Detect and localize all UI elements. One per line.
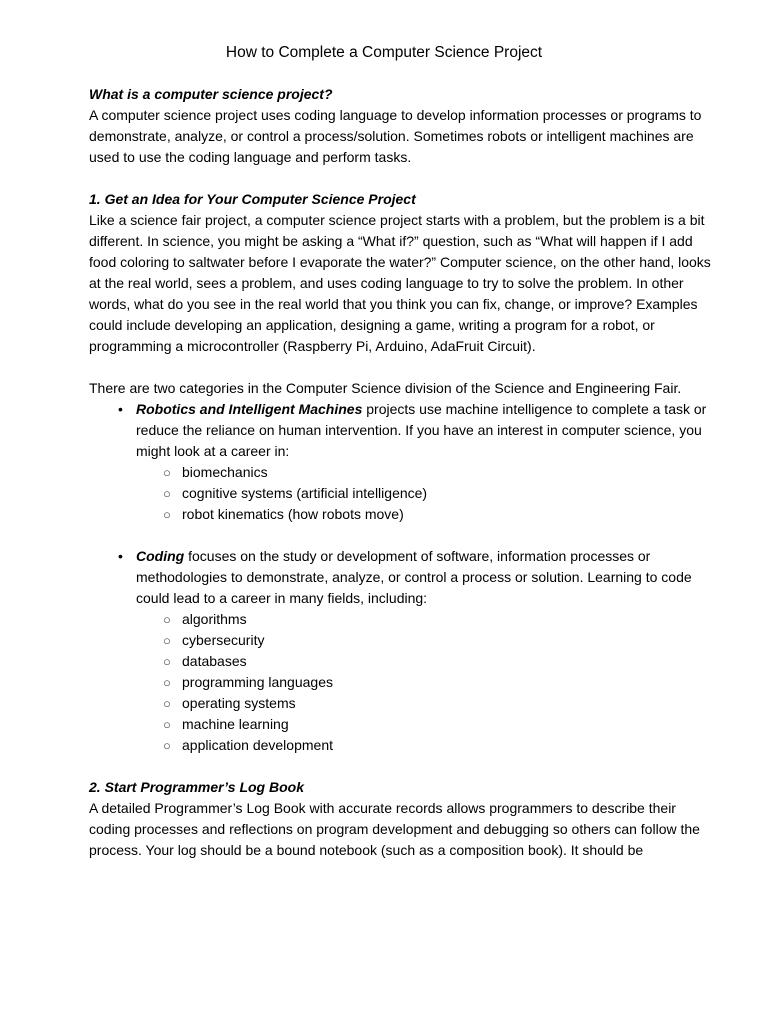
list-item: [89, 672, 722, 693]
list-item: [89, 630, 722, 651]
spacer: [89, 525, 720, 546]
spacer: [89, 168, 720, 189]
bullet-circle-icon: ○: [163, 486, 171, 501]
bullet-circle-icon: ○: [163, 465, 171, 480]
bullet-item-coding: [89, 546, 721, 609]
bullet-item-robotics: [89, 399, 721, 462]
spacer: [89, 756, 720, 777]
list-item: [89, 399, 720, 525]
bullet-circle-icon: ○: [163, 612, 171, 627]
sub-item-label: programming languages: [182, 674, 333, 690]
bullet-circle-icon: ○: [163, 654, 171, 669]
bullet-body-text: focuses on the study or development of software, information processes or methodologies to demonstrate, analyze, or control a process or solution. Learning to code could lead to a career in many fields, including:: [136, 548, 692, 606]
sub-item-label: biomechanics: [182, 464, 268, 480]
bullet-lead-label: Coding: [136, 548, 185, 564]
sub-item-label: algorithms: [182, 611, 247, 627]
bullet-circle-icon: ○: [163, 507, 171, 522]
list-item: [89, 504, 722, 525]
section-heading-step2: 2. Start Programmer’s Log Book: [89, 779, 304, 795]
list-item: [89, 462, 722, 483]
list-item: [89, 609, 722, 630]
bullet-lead-label: Robotics and Intelligent Machines: [136, 401, 363, 417]
list-item: [89, 735, 722, 756]
section-body-intro: A computer science project uses coding language to develop information processes or programs to demonstrate, analyze, or control a process/solution. Sometimes robots or intelligent machines are used to use the coding language and perform tasks.: [89, 107, 702, 165]
bullet-body-text: projects use machine intelligence to complete a task or reduce the reliance on human intervention. If you have an interest in computer science, you might look at a career in:: [136, 401, 707, 459]
spacer: [89, 63, 720, 84]
sub-item-label: cybersecurity: [182, 632, 265, 648]
spacer: [89, 357, 720, 378]
sub-item-label: robot kinematics (how robots move): [182, 506, 404, 522]
bullet-circle-icon: ○: [163, 675, 171, 690]
sub-item-label: machine learning: [182, 716, 289, 732]
bullet-disc-icon: •: [118, 401, 123, 417]
bullet-circle-icon: ○: [163, 738, 171, 753]
list-item: [89, 483, 722, 504]
section-heading-intro: What is a computer science project?: [89, 86, 333, 102]
sub-item-label: cognitive systems (artificial intelligence): [182, 485, 428, 501]
categories-intro-text: There are two categories in the Computer Science division of the Science and Engineering Fair.: [89, 380, 682, 396]
section-body-step1: Like a science fair project, a computer science project starts with a problem, but the problem is a bit different. In science, you might be asking a “What if?” question, such as “What will happen if I add food coloring to saltwater before I evaporate the water?” Computer science, on the other hand, looks at the real world, sees a problem, and uses coding language to try to solve the problem. In other words, what do you see in the real world that you think you can fix, change, or improve? Examples could include developing an application, designing a game, writing a program for a robot, or programming a microcontroller (Raspberry Pi, Arduino, AdaFruit Circuit).: [89, 212, 711, 354]
list-item: [89, 525, 720, 756]
sub-item-label: operating systems: [182, 695, 296, 711]
section-body-step2: A detailed Programmer’s Log Book with accurate records allows programmers to describe their coding processes and reflections on program development and debugging so others can follow the process. Your log should be a bound notebook (such as a composition book). It should be: [89, 800, 700, 858]
sub-item-label: databases: [182, 653, 247, 669]
list-item: [89, 651, 722, 672]
bullet-circle-icon: ○: [163, 633, 171, 648]
bullet-circle-icon: ○: [163, 696, 171, 711]
category-bullet-list: [89, 399, 720, 756]
coding-sub-list: [89, 609, 720, 756]
sub-item-label: application development: [182, 737, 333, 753]
page-title: How to Complete a Computer Science Project: [225, 44, 543, 61]
bullet-disc-icon: •: [118, 548, 123, 564]
list-item: [89, 714, 722, 735]
bullet-circle-icon: ○: [163, 717, 171, 732]
robotics-sub-list: [89, 462, 720, 525]
list-item: [89, 693, 722, 714]
section-heading-step1: 1. Get an Idea for Your Computer Science Project: [89, 191, 416, 207]
